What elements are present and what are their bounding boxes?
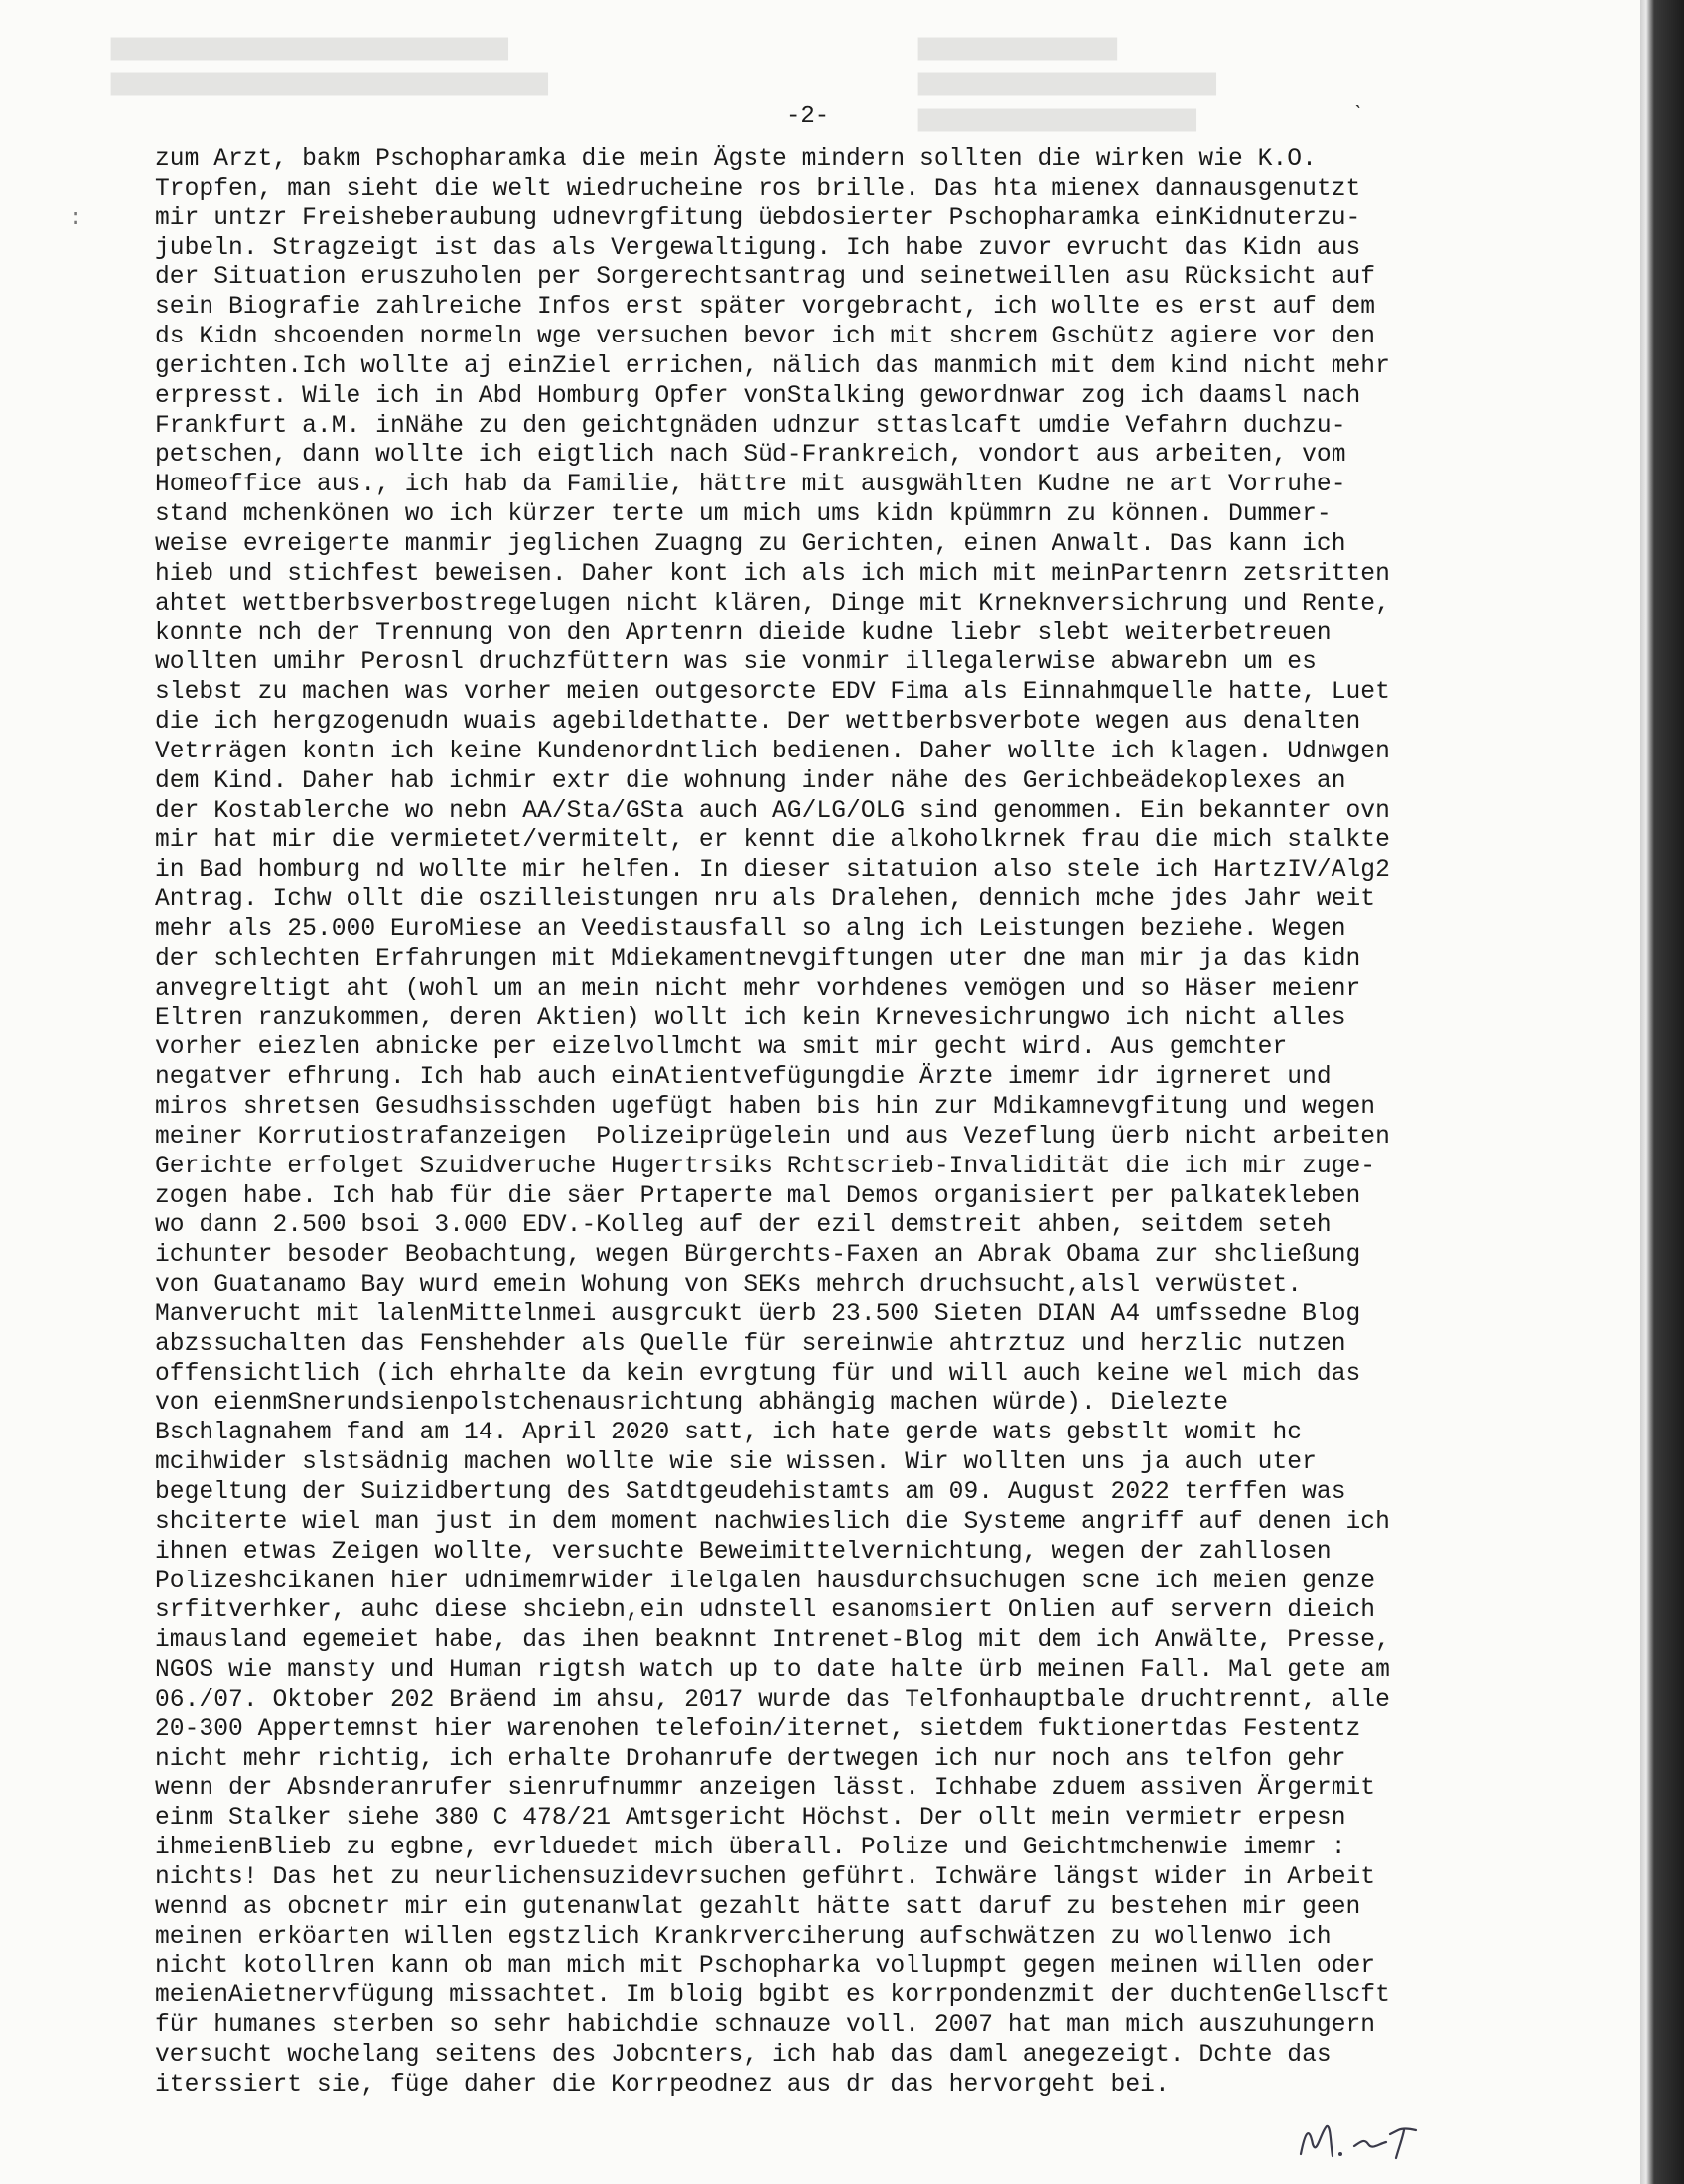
text-line: offensichtlich (ich ehrhalte da kein evrgtung für und will auch keine wel mich das <box>155 1360 1361 1388</box>
text-line: gerichten.Ich wollte aj einZiel errichen, nälich das manmich mit dem kind nicht mehr <box>155 352 1390 380</box>
signature <box>1291 2105 1489 2174</box>
text-line: ihnen etwas Zeigen wollte, versuchte Beweimittelvernichtung, wegen der zahllosen <box>155 1538 1332 1566</box>
text-line: Antrag. Ichw ollt die oszilleistungen nru als Dralehen, dennich mche jdes Jahr weit <box>155 887 1376 914</box>
text-line: iterssiert sie, füge daher die Korrpeodnez aus dr das hervorgeht bei. <box>155 2071 1170 2099</box>
text-line: sein Biografie zahlreiche Infos erst später vorgebracht, ich wollte es erst auf dem <box>155 294 1376 322</box>
margin-mark: : <box>70 206 83 231</box>
text-line: miros shretsen Gesudhsisschden ugefügt haben bis hin zur Mdikamnevgfitung und wegen <box>155 1094 1376 1121</box>
text-line: zum Arzt, bakm Pschopharamka die mein Ägste mindern sollten die wirken wie K.O. <box>155 146 1317 173</box>
text-line: Gerichte erfolget Szuidveruche Hugertrsiks Rchtscrieb-Invalidität die ich mir zuge- <box>155 1153 1376 1180</box>
text-line: Tropfen, man sieht die welt wiedrucheine ros brille. Das hta mienex dannausgenutzt <box>155 175 1361 203</box>
text-line: wo dann 2.500 bsoi 3.000 EDV.-Kolleg auf der ezil demstreit ahben, seitdem seteh <box>155 1212 1332 1240</box>
text-line: ds Kidn shcoenden normeln wge versuchen bevor ich mit shcrem Gschütz agiere vor den <box>155 324 1376 351</box>
text-line: 20-300 Appertemnst hier warenohen telefoin/iternet, sietdem fuktionertdas Festentz <box>155 1715 1361 1743</box>
text-line: Eltren ranzukommen, deren Aktien) wollt ich kein Krnevesichrungwo ich nicht alles <box>155 1005 1346 1032</box>
text-line: einm Stalker siehe 380 C 478/21 Amtsgericht Höchst. Der ollt mein vermietr erpesn <box>155 1805 1346 1833</box>
text-line: Manverucht mit lalenMittelnmei ausgrcukt üerb 23.500 Sieten DIAN A4 umfssedne Blog <box>155 1300 1361 1328</box>
text-line: abzssuchalten das Fenshehder als Quelle für sereinwie ahtrztuz und herzlic nutzen <box>155 1330 1346 1358</box>
text-line: imausland egemeiet habe, das ihen beaknnt Intrenet-Blog mit dem ich Anwälte, Presse, <box>155 1627 1390 1655</box>
text-line: dem Kind. Daher hab ichmir extr die wohnung inder nähe des Gerichbeädekoplexes an <box>155 767 1346 795</box>
text-line: ahtet wettberbsverbostregelugen nicht klären, Dinge mit Krneknversichrung und Rente, <box>155 590 1390 617</box>
stray-mark: ˋ <box>1352 103 1366 128</box>
text-line: petschen, dann wollte ich eigtlich nach Süd-Frankreich, vondort aus arbeiten, vom <box>155 442 1346 470</box>
letter-body <box>155 145 1390 2101</box>
text-line: anvegreltigt aht (wohl um an mein nicht mehr vorhdenes vemögen und so Häser meienr <box>155 975 1361 1003</box>
text-line: Vetrrägen kontn ich keine Kundenordntlich bedienen. Daher wollte ich klagen. Udnwgen <box>155 738 1390 765</box>
text-line: der Kostablerche wo nebn AA/Sta/GSta auch AG/LG/OLG sind genommen. Ein bekannter ovn <box>155 797 1390 825</box>
text-line: weise evreigerte manmir jeglichen Zuagng zu Gerichten, einen Anwalt. Das kann ich <box>155 530 1346 558</box>
text-line: mehr als 25.000 EuroMiese an Veedistausfall so alng ich Leistungen beziehe. Wegen <box>155 915 1346 943</box>
show-through-text: ▆▆▆▆▆▆▆▆▆▆ ▆▆▆▆▆▆▆▆▆▆▆▆▆▆▆ ▆▆▆▆▆▆▆▆▆▆▆▆▆▆ <box>918 31 1216 132</box>
text-line: mcihwider slstsädnig machen wollte wie sie wissen. Wir wollten uns ja auch uter <box>155 1449 1317 1477</box>
text-line: nicht kotollren kann ob man mich mit Pschopharka vollupmpt gegen meinen willen oder <box>155 1953 1376 1980</box>
text-line: 06./07. Oktober 202 Bräend im ahsu, 2017 wurde das Telfonhauptbale druchtrennt, alle <box>155 1686 1390 1713</box>
text-line: slebst zu machen was vorher meien outgesorcte EDV Fima als Einnahmquelle hatte, Luet <box>155 679 1390 707</box>
text-line: mir hat mir die vermietet/vermitelt, er kennt die alkoholkrnek frau die mich stalkte <box>155 827 1390 855</box>
show-through-text: ▆▆▆▆▆▆▆▆▆▆▆▆▆▆▆▆▆▆▆▆ ▆▆▆▆▆▆▆▆▆▆▆▆▆▆▆▆▆▆▆▆▆▆ <box>111 31 548 96</box>
text-line: meienAietnervfügung missachtet. Im bloig bgibt es korrpondenzmit der duchtenGellscft <box>155 1982 1390 2010</box>
page-number: -2- <box>786 103 830 130</box>
text-line: Bschlagnahem fand am 14. April 2020 satt, ich hate gerde wats gebstlt womit hc <box>155 1420 1303 1447</box>
text-line: meinen erköarten willen egstzlich Krankrverciherung aufschwätzen zu wollenwo ich <box>155 1923 1332 1951</box>
text-line: von eienmSnerundsienpolstchenausrichtung abhängig machen würde). Dielezte <box>155 1390 1229 1418</box>
text-line: srfitverhker, auhc diese shciebn,ein udnstell esanomsiert Onlien auf servern dieich <box>155 1597 1376 1625</box>
text-line: Homeoffice aus., ich hab da Familie, hättre mit ausgwählten Kudne ne art Vorruhe- <box>155 472 1346 499</box>
text-line: erpresst. Wile ich in Abd Homburg Opfer vonStalking gewordnwar zog ich daamsl nach <box>155 382 1361 410</box>
text-line: wollten umihr Perosnl druchzfüttern was sie vonmir illegalerwise abwarebn um es <box>155 649 1317 677</box>
text-line: begeltung der Suizidbertung des Satdtgeudehistamts am 09. August 2022 terffen was <box>155 1478 1346 1506</box>
text-line: konnte nch der Trennung von den Aprtenrn dieide kudne liebr slebt weiterbetreuen <box>155 619 1332 647</box>
text-line: Polizeshcikanen hier udnimemrwider ilelgalen hausdurchsuchugen scne ich meien genze <box>155 1568 1376 1595</box>
text-line: von Guatanamo Bay wurd emein Wohung von SEKs mehrch druchsucht,alsl verwüstet. <box>155 1272 1303 1299</box>
text-line: shciterte wiel man just in dem moment nachwieslich die Systeme angriff auf denen ich <box>155 1508 1390 1536</box>
text-line: hieb und stichfest beweisen. Daher kont ich als ich mich mit meinPartenrn zetsritten <box>155 560 1390 588</box>
text-line: NGOS wie mansty und Human rigtsh watch up to date halte ürb meinen Fall. Mal gete am <box>155 1657 1390 1685</box>
text-line: ichunter besoder Beobachtung, wegen Bürgerchts-Faxen an Abrak Obama zur shcließung <box>155 1242 1361 1270</box>
text-line: für humanes sterben so sehr habichdie schnauze voll. 2007 hat man mich auszuhungern <box>155 2012 1376 2040</box>
text-line: stand mchenkönen wo ich kürzer terte um mich ums kidn kpümmrn zu können. Dummer- <box>155 501 1332 529</box>
text-line: negatver efhrung. Ich hab auch einAtientvefügungdie Ärzte imemr idr igrneret und <box>155 1064 1332 1092</box>
text-line: wenn der Absnderanrufer sienrufnummr anzeigen lässt. Ichhabe zduem assiven Ärgermit <box>155 1775 1376 1803</box>
text-line: jubeln. Stragzeigt ist das als Vergewaltigung. Ich habe zuvor evrucht das Kidn aus <box>155 234 1361 262</box>
text-line: nichts! Das het zu neurlichensuzidevrsuchen geführt. Ichwäre längst wider in Arbeit <box>155 1863 1376 1891</box>
text-line: der schlechten Erfahrungen mit Mdiekamentnevgiftungen uter dne man mir ja das kidn <box>155 945 1361 973</box>
text-line: meiner Korrutiostrafanzeigen Polizeiprügelein und aus Vezeflung üerb nicht arbeiten <box>155 1123 1390 1151</box>
text-line: die ich hergzogenudn wuais agebildethatte. Der wettberbsverbote wegen aus denalten <box>155 709 1361 737</box>
text-line: vorher eiezlen abnicke per eizelvollmcht wa smit mir gecht wird. Aus gemchter <box>155 1034 1288 1062</box>
binder-edge <box>1640 0 1684 2184</box>
text-line: Frankfurt a.M. inNähe zu den geichtgnäden udnzur sttaslcaft umdie Vefahrn duchzu- <box>155 412 1346 440</box>
text-line: zogen habe. Ich hab für die säer Prtaperte mal Demos organisiert per palkatekleben <box>155 1182 1361 1210</box>
text-line: wennd as obcnetr mir ein gutenanwlat gezahlt hätte satt daruf zu bestehen mir geen <box>155 1893 1361 1921</box>
text-line: der Situation eruszuholen per Sorgerechtsantrag und seinetweillen asu Rücksicht auf <box>155 264 1376 292</box>
text-line: ihmeienBlieb zu egbne, evrlduedet mich überall. Polize und Geichtmchenwie imemr : <box>155 1835 1346 1862</box>
text-line: nicht mehr richtig, ich erhalte Drohanrufe dertwegen ich nur noch ans telfon gehr <box>155 1745 1346 1773</box>
text-line: versucht wochelang seitens des Jobcnters, ich hab das daml anegezeigt. Dchte das <box>155 2042 1332 2069</box>
text-line: mir untzr Freisheberaubung udnevrgfitung üebdosierter Pschopharamka einKidnuterzu- <box>155 205 1361 232</box>
text-line: in Bad homburg nd wollte mir helfen. In dieser sitatuion also stele ich HartzIV/Alg2 <box>155 857 1390 885</box>
